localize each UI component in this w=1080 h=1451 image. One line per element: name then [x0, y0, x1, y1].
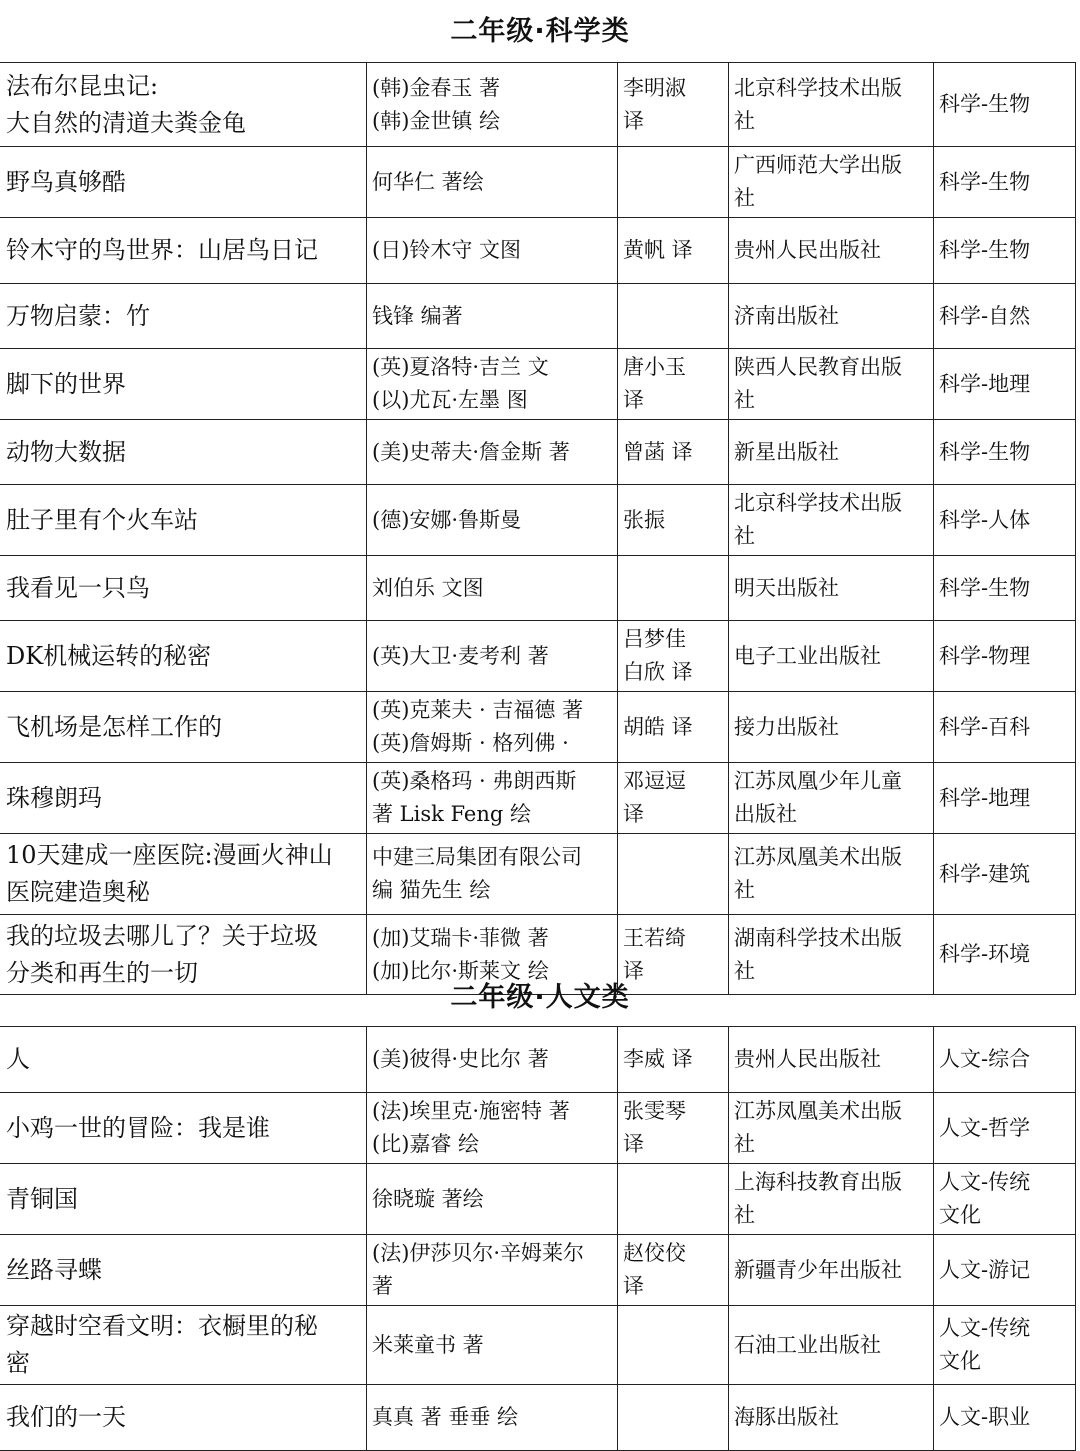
publisher-cell: 接力出版社: [729, 692, 934, 763]
book-title-cell: 铃木守的鸟世界：山居鸟日记: [0, 218, 367, 284]
table-row: [0, 284, 1076, 349]
table-row: [0, 1235, 1076, 1306]
translator-cell: 唐小玉 译: [618, 349, 729, 420]
publisher-cell: 北京科学技术出版 社: [729, 63, 934, 147]
section-title-science: 二年级·科学类: [450, 16, 630, 47]
table-row: [0, 349, 1076, 420]
translator-cell: [618, 834, 729, 915]
table-row: [0, 1093, 1076, 1164]
author-cell: 真真 著 垂垂 绘: [367, 1385, 618, 1451]
book-title-cell: DK机械运转的秘密: [0, 621, 367, 692]
author-cell: (英)桑格玛 · 弗朗西斯 著 Lisk Feng 绘: [367, 763, 618, 834]
publisher-cell: 新星出版社: [729, 420, 934, 485]
translator-cell: 吕梦佳 白欣 译: [618, 621, 729, 692]
publisher-cell: 广西师范大学出版 社: [729, 147, 934, 218]
category-cell: 科学-地理: [934, 349, 1076, 420]
author-cell: (日)铃木守 文图: [367, 218, 618, 284]
table-row: [0, 834, 1076, 915]
author-cell: (英)大卫·麦考利 著: [367, 621, 618, 692]
publisher-cell: 陕西人民教育出版 社: [729, 349, 934, 420]
book-title-cell: 青铜国: [0, 1164, 367, 1235]
book-title-cell: 小鸡一世的冒险：我是谁: [0, 1093, 367, 1164]
publisher-cell: 湖南科学技术出版 社: [729, 915, 934, 995]
category-cell: 人文-游记: [934, 1235, 1076, 1306]
book-title-cell: 法布尔昆虫记: 大自然的清道夫粪金龟: [0, 63, 367, 147]
category-cell: 科学-人体: [934, 485, 1076, 556]
table-row: [0, 763, 1076, 834]
section-title-humanities: 二年级·人文类: [450, 982, 630, 1013]
publisher-cell: 江苏凤凰美术出版 社: [729, 834, 934, 915]
book-table-science: [0, 62, 1076, 995]
translator-cell: 李明淑 译: [618, 63, 729, 147]
publisher-cell: 海豚出版社: [729, 1385, 934, 1451]
table-row: [0, 621, 1076, 692]
translator-cell: 张振: [618, 485, 729, 556]
category-cell: 科学-自然: [934, 284, 1076, 349]
category-cell: 科学-生物: [934, 556, 1076, 621]
translator-cell: [618, 1306, 729, 1385]
book-title-cell: 肚子里有个火车站: [0, 485, 367, 556]
publisher-cell: 新疆青少年出版社: [729, 1235, 934, 1306]
category-cell: 人文-职业: [934, 1385, 1076, 1451]
translator-cell: 黄帆 译: [618, 218, 729, 284]
table-row: [0, 420, 1076, 485]
author-cell: (英)克莱夫 · 吉福德 著 (英)詹姆斯 · 格列佛 ·: [367, 692, 618, 763]
author-cell: (美)彼得·史比尔 著: [367, 1027, 618, 1093]
category-cell: 科学-生物: [934, 63, 1076, 147]
category-cell: 科学-百科: [934, 692, 1076, 763]
author-cell: (法)埃里克·施密特 著 (比)嘉睿 绘: [367, 1093, 618, 1164]
translator-cell: [618, 556, 729, 621]
book-title-cell: 我们的一天: [0, 1385, 367, 1451]
publisher-cell: 电子工业出版社: [729, 621, 934, 692]
category-cell: 科学-生物: [934, 147, 1076, 218]
book-title-cell: 珠穆朗玛: [0, 763, 367, 834]
category-cell: 科学-环境: [934, 915, 1076, 995]
author-cell: (英)夏洛特·吉兰 文 (以)尤瓦·左墨 图: [367, 349, 618, 420]
category-cell: 人文-哲学: [934, 1093, 1076, 1164]
translator-cell: 曾菡 译: [618, 420, 729, 485]
book-title-cell: 10天建成一座医院:漫画火神山 医院建造奥秘: [0, 834, 367, 915]
table-row: [0, 1306, 1076, 1385]
book-table-humanities: [0, 1026, 1076, 1451]
category-cell: 科学-物理: [934, 621, 1076, 692]
publisher-cell: 石油工业出版社: [729, 1306, 934, 1385]
publisher-cell: 济南出版社: [729, 284, 934, 349]
table-row: [0, 147, 1076, 218]
translator-cell: [618, 1385, 729, 1451]
table-row: [0, 1164, 1076, 1235]
author-cell: (德)安娜·鲁斯曼: [367, 485, 618, 556]
category-cell: 科学-建筑: [934, 834, 1076, 915]
publisher-cell: 北京科学技术出版 社: [729, 485, 934, 556]
translator-cell: 李威 译: [618, 1027, 729, 1093]
translator-cell: [618, 284, 729, 349]
author-cell: 钱锋 编著: [367, 284, 618, 349]
table-row: [0, 63, 1076, 147]
book-title-cell: 动物大数据: [0, 420, 367, 485]
publisher-cell: 明天出版社: [729, 556, 934, 621]
publisher-cell: 江苏凤凰少年儿童 出版社: [729, 763, 934, 834]
author-cell: (美)史蒂夫·詹金斯 著: [367, 420, 618, 485]
translator-cell: 张雯琴 译: [618, 1093, 729, 1164]
author-cell: 米莱童书 著: [367, 1306, 618, 1385]
book-title-cell: 我看见一只鸟: [0, 556, 367, 621]
category-cell: 科学-生物: [934, 420, 1076, 485]
book-title-cell: 人: [0, 1027, 367, 1093]
author-cell: (法)伊莎贝尔·辛姆莱尔 著: [367, 1235, 618, 1306]
table-row: [0, 556, 1076, 621]
category-cell: 科学-生物: [934, 218, 1076, 284]
table-row: [0, 1027, 1076, 1093]
table-row: [0, 1385, 1076, 1451]
book-title-cell: 飞机场是怎样工作的: [0, 692, 367, 763]
category-cell: 人文-传统 文化: [934, 1164, 1076, 1235]
author-cell: 何华仁 著绘: [367, 147, 618, 218]
translator-cell: [618, 1164, 729, 1235]
translator-cell: 胡皓 译: [618, 692, 729, 763]
translator-cell: 赵佼佼 译: [618, 1235, 729, 1306]
book-title-cell: 穿越时空看文明：衣橱里的秘 密: [0, 1306, 367, 1385]
author-cell: 刘伯乐 文图: [367, 556, 618, 621]
translator-cell: 王若绮 译: [618, 915, 729, 995]
book-title-cell: 万物启蒙：竹: [0, 284, 367, 349]
translator-cell: [618, 147, 729, 218]
publisher-cell: 江苏凤凰美术出版 社: [729, 1093, 934, 1164]
publisher-cell: 上海科技教育出版 社: [729, 1164, 934, 1235]
book-title-cell: 野鸟真够酷: [0, 147, 367, 218]
translator-cell: 邓逗逗 译: [618, 763, 729, 834]
table-row: [0, 485, 1076, 556]
author-cell: (韩)金春玉 著 (韩)金世镇 绘: [367, 63, 618, 147]
author-cell: (加)艾瑞卡·菲微 著 (加)比尔·斯莱文 绘: [367, 915, 618, 995]
table-row: [0, 692, 1076, 763]
category-cell: 人文-综合: [934, 1027, 1076, 1093]
table-row: [0, 218, 1076, 284]
book-title-cell: 脚下的世界: [0, 349, 367, 420]
book-title-cell: 丝路寻蝶: [0, 1235, 367, 1306]
author-cell: 徐晓璇 著绘: [367, 1164, 618, 1235]
book-title-cell: 我的垃圾去哪儿了？关于垃圾 分类和再生的一切: [0, 915, 367, 995]
publisher-cell: 贵州人民出版社: [729, 218, 934, 284]
category-cell: 科学-地理: [934, 763, 1076, 834]
author-cell: 中建三局集团有限公司 编 猫先生 绘: [367, 834, 618, 915]
publisher-cell: 贵州人民出版社: [729, 1027, 934, 1093]
category-cell: 人文-传统 文化: [934, 1306, 1076, 1385]
